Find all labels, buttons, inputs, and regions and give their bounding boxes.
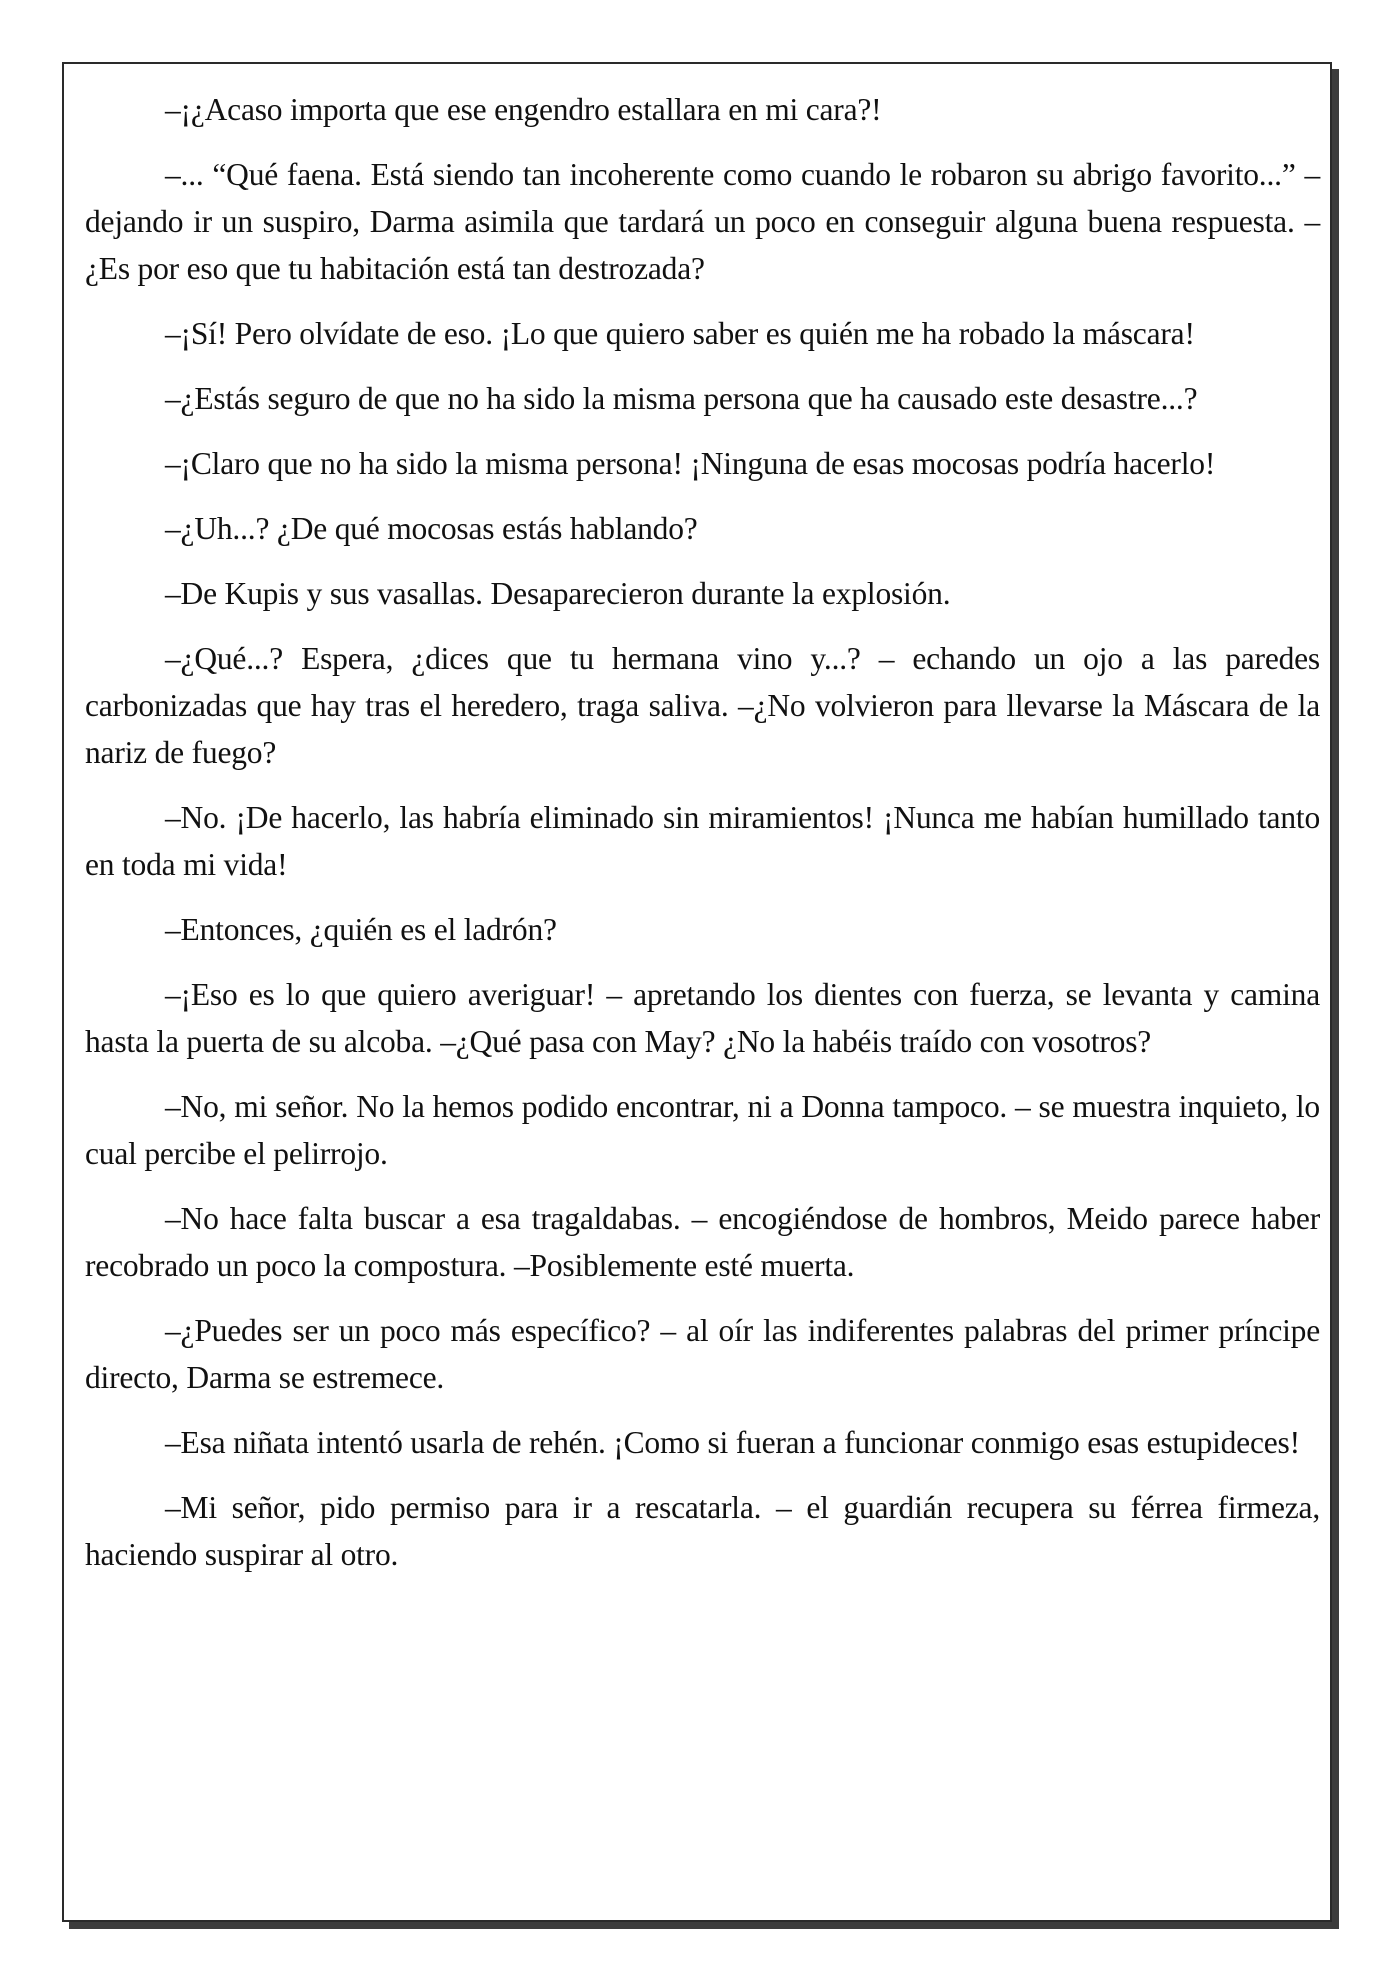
- paragraph: –No, mi señor. No la hemos podido encontrar, ni a Donna tampoco. – se muestra inquieto, lo cual percibe el pelirrojo.: [85, 1089, 1320, 1171]
- paragraph: –¿Uh...? ¿De qué mocosas estás hablando?: [165, 511, 698, 546]
- paragraph: –¡Sí! Pero olvídate de eso. ¡Lo que quiero saber es quién me ha robado la máscara!: [165, 316, 1195, 351]
- paragraph: –Esa niñata intentó usarla de rehén. ¡Como si fueran a funcionar conmigo esas estupideces!: [165, 1425, 1300, 1460]
- paragraph: –¡Eso es lo que quiero averiguar! – apretando los dientes con fuerza, se levanta y camina hasta la puerta de su alcoba. –¿Qué pasa con May? ¿No la habéis traído con vosotros?: [85, 977, 1320, 1059]
- paragraph: –De Kupis y sus vasallas. Desaparecieron durante la explosión.: [165, 576, 951, 611]
- paragraph: –Entonces, ¿quién es el ladrón?: [165, 912, 557, 947]
- paragraph: –Mi señor, pido permiso para ir a rescatarla. – el guardián recupera su férrea firmeza, haciendo suspirar al otro.: [85, 1490, 1320, 1572]
- paragraph: –¡Claro que no ha sido la misma persona! ¡Ninguna de esas mocosas podría hacerlo!: [165, 446, 1216, 481]
- paragraph: –No hace falta buscar a esa tragaldabas. – encogiéndose de hombros, Meido parece haber recobrado un poco la compostura. –Posiblemente esté muerta.: [85, 1201, 1320, 1283]
- paragraph: –... “Qué faena. Está siendo tan incoherente como cuando le robaron su abrigo favorito...” – dejando ir un suspiro, Darma asimila que tardará un poco en conseguir alguna buena respuesta. –¿Es por eso que tu habitación está tan destrozada?: [85, 157, 1320, 286]
- paragraph: –¡¿Acaso importa que ese engendro estallara en mi cara?!: [165, 92, 882, 127]
- paragraph: –¿Puedes ser un poco más específico? – al oír las indiferentes palabras del primer príncipe directo, Darma se estremece.: [85, 1313, 1320, 1395]
- paragraph: –No. ¡De hacerlo, las habría eliminado sin miramientos! ¡Nunca me habían humillado tanto en toda mi vida!: [85, 800, 1320, 882]
- paragraph: –¿Qué...? Espera, ¿dices que tu hermana vino y...? – echando un ojo a las paredes carbonizadas que hay tras el heredero, traga saliva. –¿No volvieron para llevarse la Máscara de la nariz de fuego?: [85, 641, 1320, 770]
- page-frame: [62, 62, 1332, 1922]
- document-body: [85, 86, 1320, 1596]
- paragraph: –¿Estás seguro de que no ha sido la misma persona que ha causado este desastre...?: [165, 381, 1198, 416]
